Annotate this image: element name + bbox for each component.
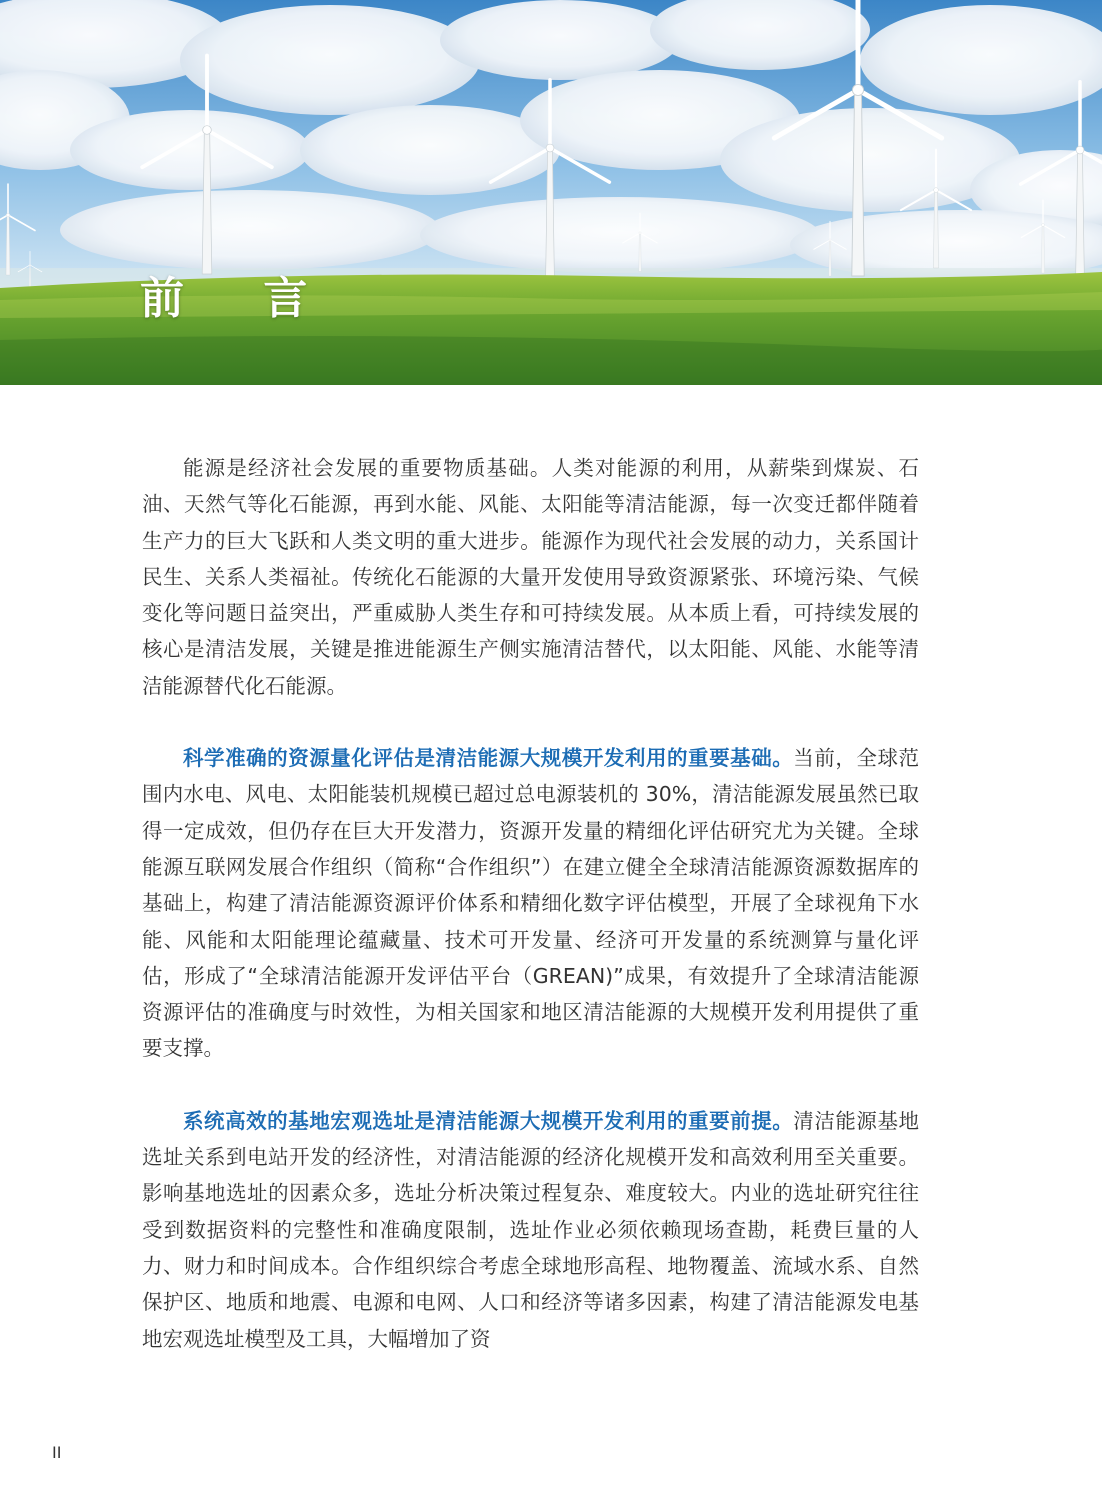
- paragraph: [142, 740, 919, 1067]
- page-number: II: [52, 1443, 62, 1462]
- paragraph-lead: 科学准确的资源量化评估是清洁能源大规模开发利用的重要基础。: [183, 746, 794, 771]
- paragraph-text: 能源是经济社会发展的重要物质基础。人类对能源的利用，从薪柴到煤炭、石油、天然气等化石能源，再到水能、风能、太阳能等清洁能源，每一次变迁都伴随着生产力的巨大飞跃和人类文明的重大进步。能源作为现代社会发展的动力，关系国计民生、关系人类福祉。传统化石能源的大量开发使用导致资源紧张、环境污染、气候变化等问题日益突出，严重威胁人类生存和可持续发展。从本质上看，可持续发展的核心是清洁发展，关键是推进能源生产侧实施清洁替代，以太阳能、风能、水能等清洁能源替代化石能源。: [142, 456, 919, 698]
- paragraph-text: 当前，全球范围内水电、风电、太阳能装机规模已超过总电源装机的 30%，清洁能源发展虽然已取得一定成效，但仍存在巨大开发潜力，资源开发量的精细化评估研究尤为关键。全球能源互联网发展合作组织（简称“合作组织”）在建立健全全球清洁能源资源数据库的基础上，构建了清洁能源资源评价体系和精细化数字评估模型，开展了全球视角下水能、风能和太阳能理论蕴藏量、技术可开发量、经济可开发量的系统测算与量化评估，形成了“全球清洁能源开发评估平台（GREAN)”成果，有效提升了全球清洁能源资源评估的准确度与时效性，为相关国家和地区清洁能源的大规模开发利用提供了重要支撑。: [142, 746, 920, 1061]
- header-banner: [0, 0, 1102, 385]
- paragraph-text: 清洁能源基地选址关系到电站开发的经济性，对清洁能源的经济化规模开发和高效利用至关重要。影响基地选址的因素众多，选址分析决策过程复杂、难度较大。内业的选址研究往往受到数据资料的完整性和准确度限制，选址作业必须依赖现场查勘，耗费巨量的人力、财力和时间成本。合作组织综合考虑全球地形高程、地物覆盖、流域水系、自然保护区、地质和地震、电源和电网、人口和经济等诸多因素，构建了清洁能源发电基地宏观选址模型及工具，大幅增加了资: [142, 1108, 920, 1351]
- paragraph: [142, 450, 919, 704]
- paragraph-lead: 系统高效的基地宏观选址是清洁能源大规模开发利用的重要前提。: [183, 1108, 794, 1133]
- page-title: 前 言: [140, 273, 340, 324]
- preface-body: [142, 450, 919, 1393]
- paragraph: [142, 1103, 919, 1357]
